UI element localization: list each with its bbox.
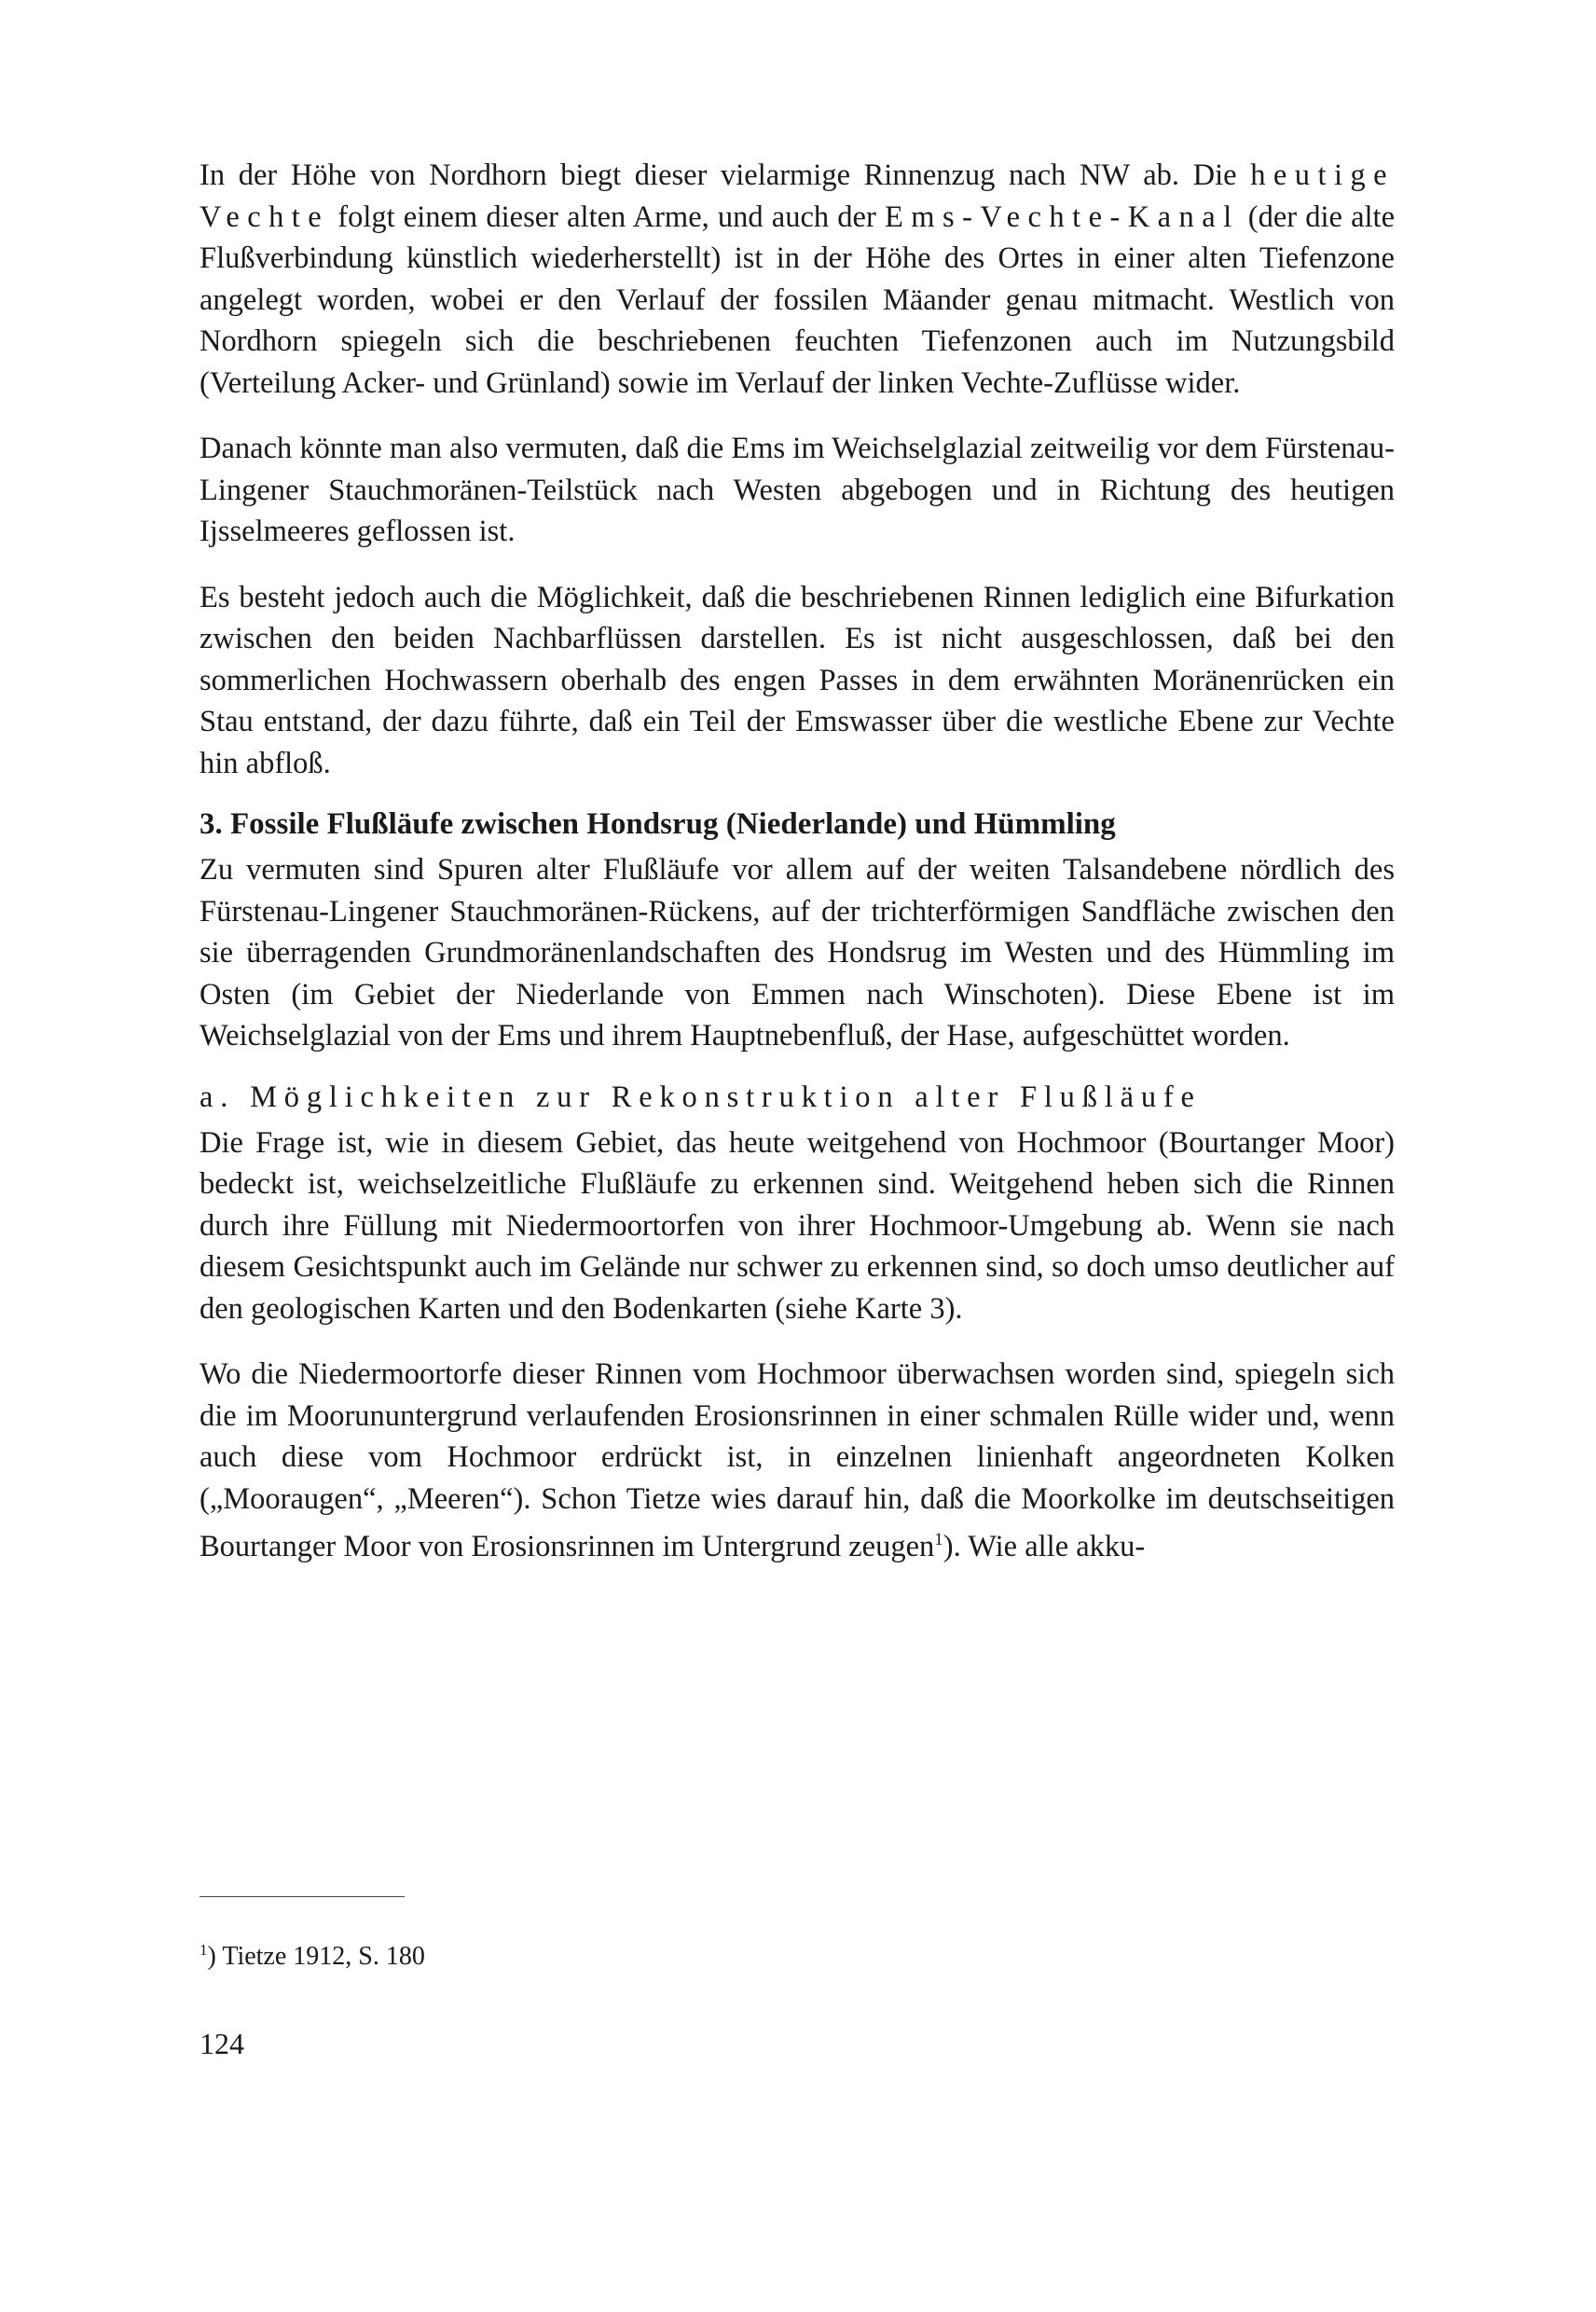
paragraph-2: Danach könnte man also vermuten, daß die Ems im Weichselglazial zeitweilig vor dem Fürstenau-Lingener Stauchmoränen-Teilstück nach Westen abgebogen und in Richtung des heutigen Ijsselmeeres geflossen ist. xyxy=(200,432,1395,548)
paragraph-6 xyxy=(200,1354,1395,1568)
paragraph-1-text-c: (der die alte Flußverbindung künstlich wiederherstellt) ist in der Höhe des Ortes in einer alten Tiefenzone angelegt worden, wobei er den Verlauf der fossilen Mäander genau mitmacht. Westlich von Nordhorn spiegeln sich die beschriebenen feuchten Tiefenzonen auch im Nutzungsbild (Verteilung Acker- und Grünland) sowie im Verlauf der linken Vechte-Zuflüsse wider. xyxy=(200,200,1395,400)
page-number: 124 xyxy=(200,2027,244,2060)
text-column xyxy=(200,155,1395,1568)
paragraph-3: Es besteht jedoch auch die Möglichkeit, daß die beschriebenen Rinnen lediglich eine Bifurkation zwischen den beiden Nachbarflüssen darstellen. Es ist nicht ausgeschlossen, daß bei den sommerlichen Hochwassern oberhalb des engen Passes in dem erwähnten Moränenrücken ein Stau entstand, der dazu führte, daß ein Teil der Emswasser über die westliche Ebene zur Vechte hin abfloß. xyxy=(200,580,1395,780)
paragraph-6-text-a: Wo die Niedermoortorfe dieser Rinnen vom Hochmoor überwachsen worden sind, spiegeln sich die im Moorununtergrund verlaufenden Erosionsrinnen in einer schmalen Rülle wider und, wenn auch diese vom Hochmoor erdrückt ist, in einzelnen linienhaft angeordneten Kolken („Mooraugen“, „Meeren“). Schon Tietze wies darauf hin, daß die Moorkolke im deutschseitigen Bourtanger Moor von Erosionsrinnen im Untergrund zeugen xyxy=(200,1357,1395,1563)
paragraph-1-text-a: In der Höhe von Nordhorn biegt dieser vielarmige Rinnenzug nach NW ab. Die xyxy=(200,158,1251,192)
footnote-1 xyxy=(200,1934,425,1974)
paragraph-4: Zu vermuten sind Spuren alter Flußläufe vor allem auf der weiten Talsandebene nördlich des Fürstenau-Lingener Stauchmoränen-Rückens, auf der trichterförmigen Sandfläche zwischen den sie überragenden Grundmoränenlandschaften des Hondsrug im Westen und des Hümmling im Osten (im Gebiet der Niederlande von Emmen nach Winschoten). Diese Ebene ist im Weichselglazial von der Ems und ihrem Hauptnebenfluß, der Hase, aufgeschüttet worden. xyxy=(200,853,1395,1053)
paragraph-5: Die Frage ist, wie in diesem Gebiet, das heute weitgehend von Hochmoor (Bourtanger Moor) bedeckt ist, weichselzeitliche Flußläufe zu erkennen sind. Weitgehend heben sich die Rinnen durch ihre Füllung mit Niedermoortorfen von ihrer Hochmoor-Umgebung ab. Wenn sie nach diesem Gesichtspunkt auch im Gelände nur schwer zu erkennen sind, so doch umso deutlicher auf den geologischen Karten und den Bodenkarten (siehe Karte 3). xyxy=(200,1125,1395,1326)
section-3-heading-wrap xyxy=(200,803,1395,846)
footnote-text: ) Tietze 1912, S. 180 xyxy=(207,1942,425,1971)
subsection-a-heading-wrap xyxy=(200,1076,1395,1119)
paragraph-1 xyxy=(200,155,1395,404)
spaced-term-heutige-vechte: heutige Vechte xyxy=(200,158,1395,234)
footnote-separator xyxy=(200,1896,405,1897)
paragraph-1-text-b: folgt einem dieser alten Arme, und auch der xyxy=(329,200,885,234)
section-3-heading: 3. Fossile Flußläufe zwischen Hondsrug (Niederlande) und Hümmling xyxy=(200,807,1116,841)
footnote-marker: 1 xyxy=(200,1941,208,1959)
subsection-a-heading: a. Möglichkeiten zur Rekonstruktion alter Flußläufe xyxy=(200,1080,1202,1114)
spaced-term-ems-vechte-kanal: Ems-Vechte-Kanal xyxy=(884,200,1240,234)
footnote-reference-1: 1 xyxy=(934,1530,943,1549)
paragraph-6-text-b: ). Wie alle akku- xyxy=(942,1530,1146,1563)
